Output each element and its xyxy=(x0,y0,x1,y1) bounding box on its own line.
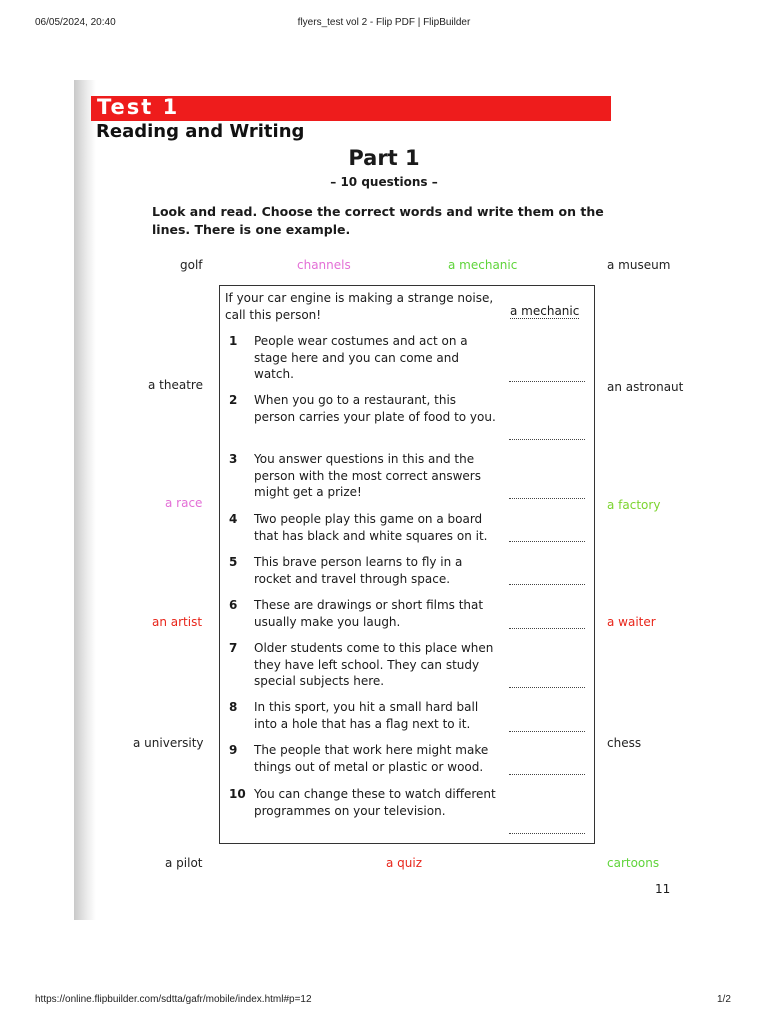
question-number: 5 xyxy=(229,555,238,569)
word-a-waiter: a waiter xyxy=(607,615,656,629)
word-a-university: a university xyxy=(133,736,204,750)
word-an-astronaut: an astronaut xyxy=(607,380,684,394)
scan-page-edge xyxy=(74,80,96,920)
question-count: – 10 questions – xyxy=(330,175,438,189)
word-a-theatre: a theatre xyxy=(148,378,203,392)
question-text: When you go to a restaurant, this person carries your plate of food to you. xyxy=(254,393,496,424)
question-number: 6 xyxy=(229,598,238,612)
test-title-bar xyxy=(91,96,611,121)
word-a-quiz: a quiz xyxy=(386,856,423,870)
question-number: 4 xyxy=(229,512,238,526)
part-title: Part 1 xyxy=(348,146,420,170)
example-answer: a mechanic xyxy=(510,304,580,318)
word-cartoons: cartoons xyxy=(607,856,660,870)
word-a-mechanic: a mechanic xyxy=(448,258,518,272)
question-text: Two people play this game on a board that has black and white squares on it. xyxy=(254,512,488,543)
answer-line-7[interactable] xyxy=(509,686,585,688)
word-a-pilot: a pilot xyxy=(165,856,203,870)
answer-line-2[interactable] xyxy=(509,438,585,440)
word-an-artist: an artist xyxy=(152,615,203,629)
section-title: Reading and Writing xyxy=(96,121,305,142)
page-number: 11 xyxy=(655,882,671,896)
answer-line-3[interactable] xyxy=(509,497,585,499)
word-golf: golf xyxy=(180,258,203,272)
word-a-race: a race xyxy=(165,496,203,510)
question-text: You answer questions in this and the person with the most correct answers might get a prize! xyxy=(254,452,481,499)
question-text: People wear costumes and act on a stage here and you can come and watch. xyxy=(254,334,468,381)
word-a-museum: a museum xyxy=(607,258,671,272)
instructions: Look and read. Choose the correct words and write them on the lines. There is one example. xyxy=(152,204,604,237)
question-text: This brave person learns to fly in a rocket and travel through space. xyxy=(254,555,463,586)
answer-line-6[interactable] xyxy=(509,627,585,629)
question-text: Older students come to this place when they have left school. They can study special subjects here. xyxy=(254,641,494,688)
question-number: 1 xyxy=(229,334,238,348)
question-text: These are drawings or short films that usually make you laugh. xyxy=(254,598,484,629)
answer-line-10[interactable] xyxy=(509,832,585,834)
print-page-indicator: 1/2 xyxy=(717,994,731,1005)
question-text: The people that work here might make things out of metal or plastic or wood. xyxy=(254,743,489,774)
word-channels: channels xyxy=(297,258,351,272)
answer-line-8[interactable] xyxy=(509,730,585,732)
print-page-title: flyers_test vol 2 - Flip PDF | FlipBuilder xyxy=(297,17,471,28)
example-text: If your car engine is making a strange noise, call this person! xyxy=(225,291,494,322)
question-number: 7 xyxy=(229,641,238,655)
answer-line-4[interactable] xyxy=(509,540,585,542)
print-url[interactable]: https://online.flipbuilder.com/sdtta/gafr/mobile/index.html#p=12 xyxy=(35,994,312,1005)
question-text: You can change these to watch different programmes on your television. xyxy=(254,787,496,818)
question-number: 2 xyxy=(229,393,238,407)
answer-line-1[interactable] xyxy=(509,380,585,382)
question-number: 8 xyxy=(229,700,238,714)
print-datetime: 06/05/2024, 20:40 xyxy=(35,17,116,28)
question-number: 9 xyxy=(229,743,238,757)
test-title: Test 1 xyxy=(97,95,180,119)
word-chess: chess xyxy=(607,736,642,750)
answer-line-5[interactable] xyxy=(509,583,585,585)
question-number: 10 xyxy=(229,787,246,801)
word-a-factory: a factory xyxy=(607,498,661,512)
question-number: 3 xyxy=(229,452,238,466)
question-text: In this sport, you hit a small hard ball into a hole that has a flag next to it. xyxy=(254,700,479,731)
answer-line-9[interactable] xyxy=(509,773,585,775)
